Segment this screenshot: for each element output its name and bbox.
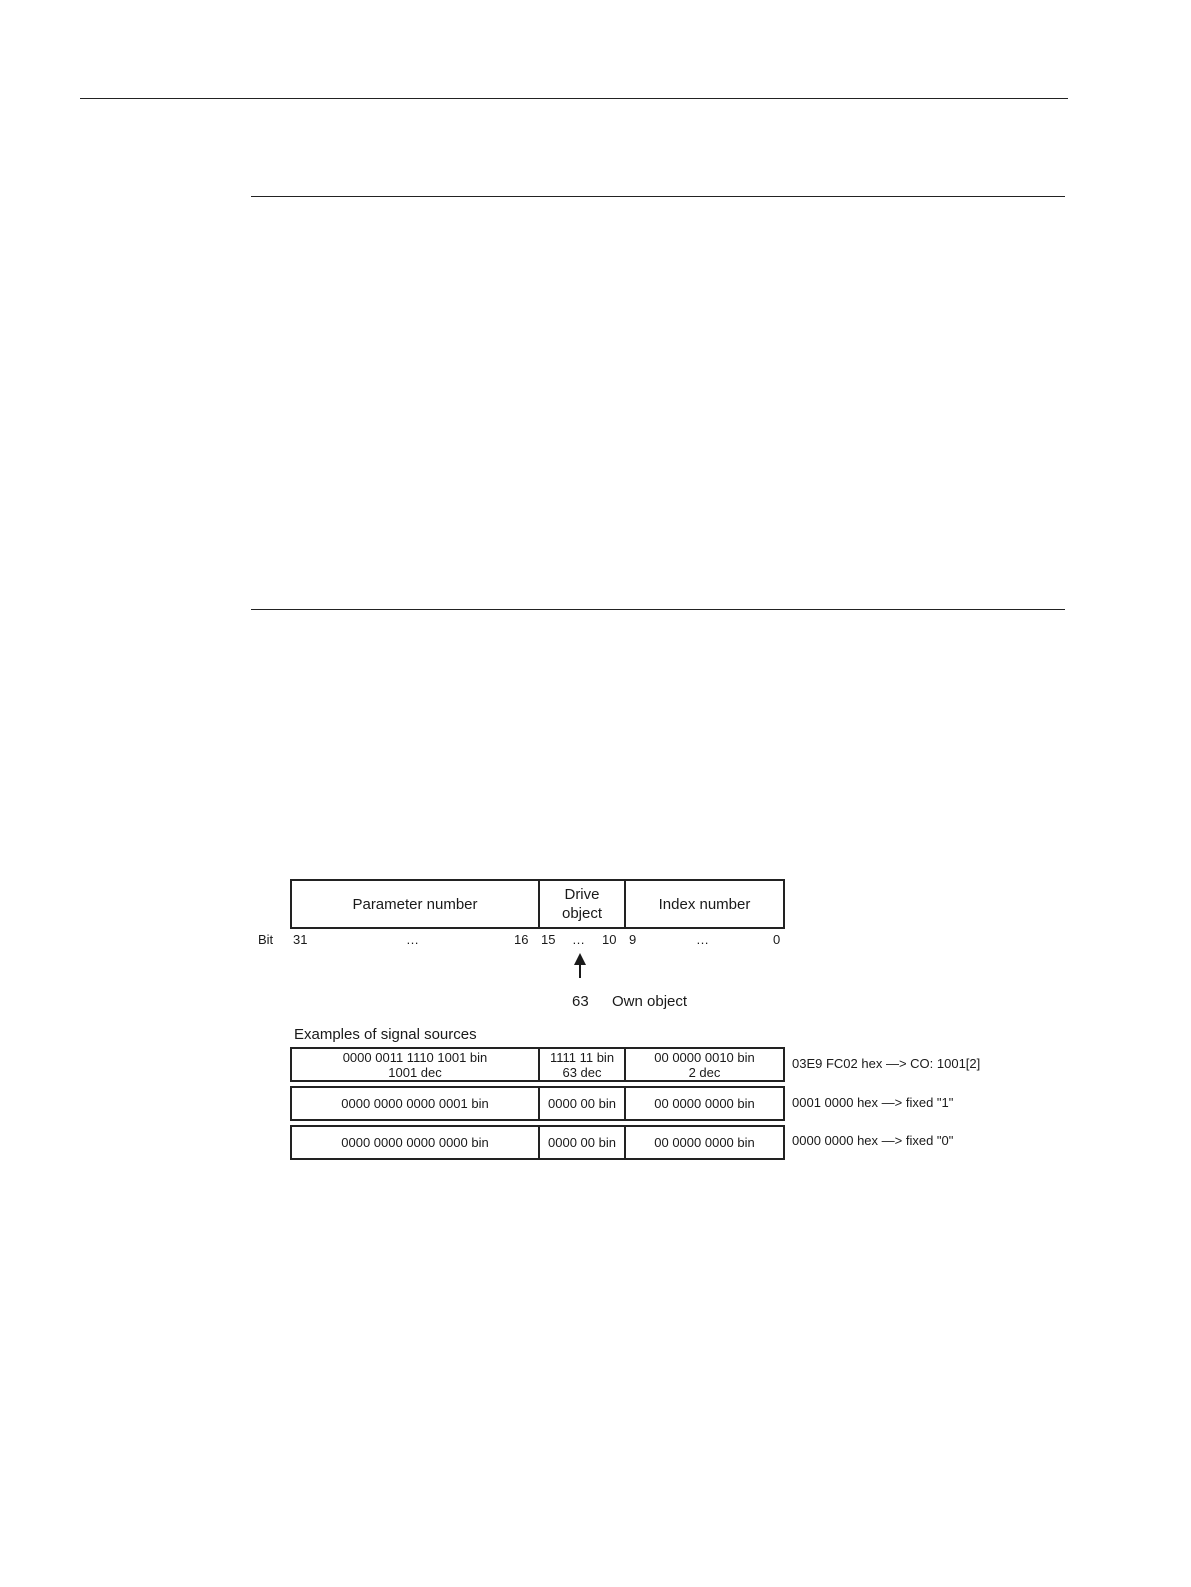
header-rule [80,98,1068,99]
example-drive-bin: 1111 11 bin [549,1049,615,1065]
example-drive-dec: 63 dec [562,1064,602,1080]
section-rule-top [251,196,1065,197]
bit-9: 9 [629,932,637,947]
example-param-dec: 1001 dec [388,1064,442,1080]
example-note: 0001 0000 hex —> fixed "1" [792,1095,954,1110]
example-param-bin: 0000 0011 1110 1001 bin [342,1049,488,1065]
up-arrow-icon [571,953,589,979]
example-param-cell [292,1088,538,1119]
parameter-number-label: Parameter number [352,895,478,913]
examples-title: Examples of signal sources [294,1026,477,1043]
bit-31: 31 [293,932,308,947]
example-index-bin: 00 0000 0000 bin [654,1096,755,1111]
bit-drive-dots: … [572,932,585,947]
example-drive-cell [538,1088,624,1119]
bit-label: Bit [258,932,274,947]
example-note: 0000 0000 hex —> fixed "0" [792,1133,954,1148]
drive-object-field [538,881,624,927]
example-param-bin: 0000 0000 0000 0001 bin [341,1096,489,1111]
bit-param-dots: … [406,932,419,947]
example-drive-cell [538,1049,624,1080]
example-row [290,1086,785,1121]
own-object-label: Own object [612,993,688,1010]
parameter-number-field [292,881,538,927]
example-drive-bin: 0000 00 bin [548,1135,616,1150]
example-param-bin: 0000 0000 0000 0000 bin [341,1135,489,1150]
example-param-cell [292,1127,538,1158]
bit-15: 15 [541,932,556,947]
bit-16: 16 [514,932,529,947]
example-param-cell [292,1049,538,1080]
example-row [290,1047,785,1082]
index-number-label: Index number [658,895,751,913]
example-index-bin: 00 0000 0010 bin [654,1049,755,1065]
example-index-dec: 2 dec [688,1064,721,1080]
format-box [290,879,785,929]
bit-10: 10 [602,932,617,947]
example-row [290,1125,785,1160]
drive-object-label: Drive object [561,886,603,922]
example-index-cell [624,1088,783,1119]
example-index-cell [624,1049,783,1080]
example-index-cell [624,1127,783,1158]
example-index-bin: 00 0000 0000 bin [654,1135,755,1150]
example-drive-cell [538,1127,624,1158]
bit-0: 0 [773,932,781,947]
index-number-field [624,881,783,927]
own-object-value: 63 [572,993,589,1010]
example-drive-bin: 0000 00 bin [548,1096,616,1111]
section-rule-bottom [251,609,1065,610]
example-note: 03E9 FC02 hex —> CO: 1001[2] [792,1056,981,1071]
bit-index-dots: … [696,932,709,947]
